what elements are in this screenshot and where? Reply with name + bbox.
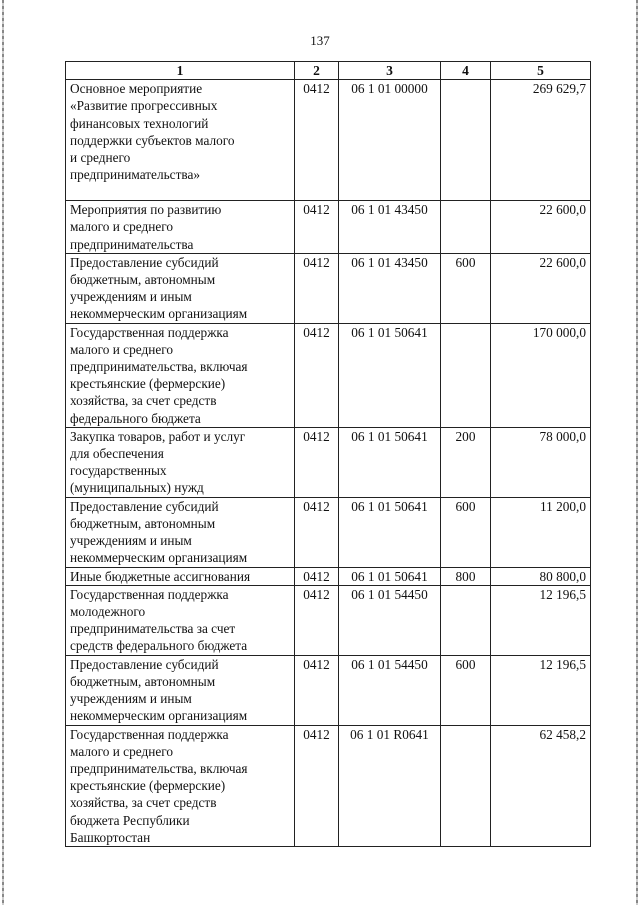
page-edge-left (2, 0, 4, 905)
row-code: 06 1 01 00000 (339, 80, 441, 201)
row-section: 0412 (295, 725, 339, 846)
row-name: Предоставление субсидий бюджетным, автономным учреждениям и иным некоммерческим организациям (66, 497, 295, 567)
table-row (66, 725, 591, 846)
row-amount: 269 629,7 (491, 80, 591, 201)
row-code: 06 1 01 50641 (339, 567, 441, 585)
page-number: 137 (310, 33, 330, 48)
row-code: 06 1 01 50641 (339, 427, 441, 497)
row-amount: 78 000,0 (491, 427, 591, 497)
header-col-4: 4 (441, 62, 491, 80)
row-amount: 80 800,0 (491, 567, 591, 585)
row-section: 0412 (295, 655, 339, 725)
row-type: 600 (441, 253, 491, 323)
row-type: 600 (441, 655, 491, 725)
row-code: 06 1 01 43450 (339, 253, 441, 323)
row-name: Государственная поддержка малого и среднего предпринимательства, включая крестьянские (фермерские) хозяйства, за счет средств федерального бюджета (66, 323, 295, 427)
row-section: 0412 (295, 201, 339, 254)
table-row (66, 201, 591, 254)
row-name: Иные бюджетные ассигнования (66, 567, 295, 585)
row-section: 0412 (295, 323, 339, 427)
row-code: 06 1 01 54450 (339, 585, 441, 655)
budget-table (65, 61, 591, 847)
header-col-3: 3 (339, 62, 441, 80)
row-code: 06 1 01 50641 (339, 497, 441, 567)
table-row (66, 427, 591, 497)
row-type: 800 (441, 567, 491, 585)
header-col-5: 5 (491, 62, 591, 80)
row-code: 06 1 01 50641 (339, 323, 441, 427)
row-section: 0412 (295, 567, 339, 585)
row-type (441, 323, 491, 427)
row-section: 0412 (295, 427, 339, 497)
table-row (66, 253, 591, 323)
row-type: 600 (441, 497, 491, 567)
row-type (441, 201, 491, 254)
row-code: 06 1 01 43450 (339, 201, 441, 254)
table-row (66, 655, 591, 725)
row-name: Закупка товаров, работ и услуг для обеспечения государственных (муниципальных) нужд (66, 427, 295, 497)
row-name: Государственная поддержка малого и среднего предпринимательства, включая крестьянские (фермерские) хозяйства, за счет средств бюджета Республики Башкортостан (66, 725, 295, 846)
row-section: 0412 (295, 497, 339, 567)
row-name: Предоставление субсидий бюджетным, автономным учреждениям и иным некоммерческим организациям (66, 253, 295, 323)
table-row (66, 567, 591, 585)
row-section: 0412 (295, 80, 339, 201)
row-name: Государственная поддержка молодежного предпринимательства за счет средств федерального бюджета (66, 585, 295, 655)
page-edge-right (636, 0, 638, 905)
row-code: 06 1 01 R0641 (339, 725, 441, 846)
row-section: 0412 (295, 253, 339, 323)
row-type (441, 80, 491, 201)
table-row (66, 585, 591, 655)
row-name: Предоставление субсидий бюджетным, автономным учреждениям и иным некоммерческим организациям (66, 655, 295, 725)
row-amount: 22 600,0 (491, 253, 591, 323)
header-col-2: 2 (295, 62, 339, 80)
row-name: Основное мероприятие «Развитие прогрессивных финансовых технологий поддержки субъектов малого и среднего предпринимательства» (66, 80, 295, 201)
row-type (441, 585, 491, 655)
row-type (441, 725, 491, 846)
row-amount: 11 200,0 (491, 497, 591, 567)
row-code: 06 1 01 54450 (339, 655, 441, 725)
row-amount: 12 196,5 (491, 655, 591, 725)
row-amount: 62 458,2 (491, 725, 591, 846)
table-body (66, 80, 591, 847)
row-type: 200 (441, 427, 491, 497)
row-section: 0412 (295, 585, 339, 655)
row-amount: 12 196,5 (491, 585, 591, 655)
header-row (66, 62, 591, 80)
table-row (66, 497, 591, 567)
table-row (66, 80, 591, 201)
row-name: Мероприятия по развитию малого и среднего предпринимательства (66, 201, 295, 254)
table-row (66, 323, 591, 427)
row-amount: 22 600,0 (491, 201, 591, 254)
row-amount: 170 000,0 (491, 323, 591, 427)
header-col-1: 1 (66, 62, 295, 80)
